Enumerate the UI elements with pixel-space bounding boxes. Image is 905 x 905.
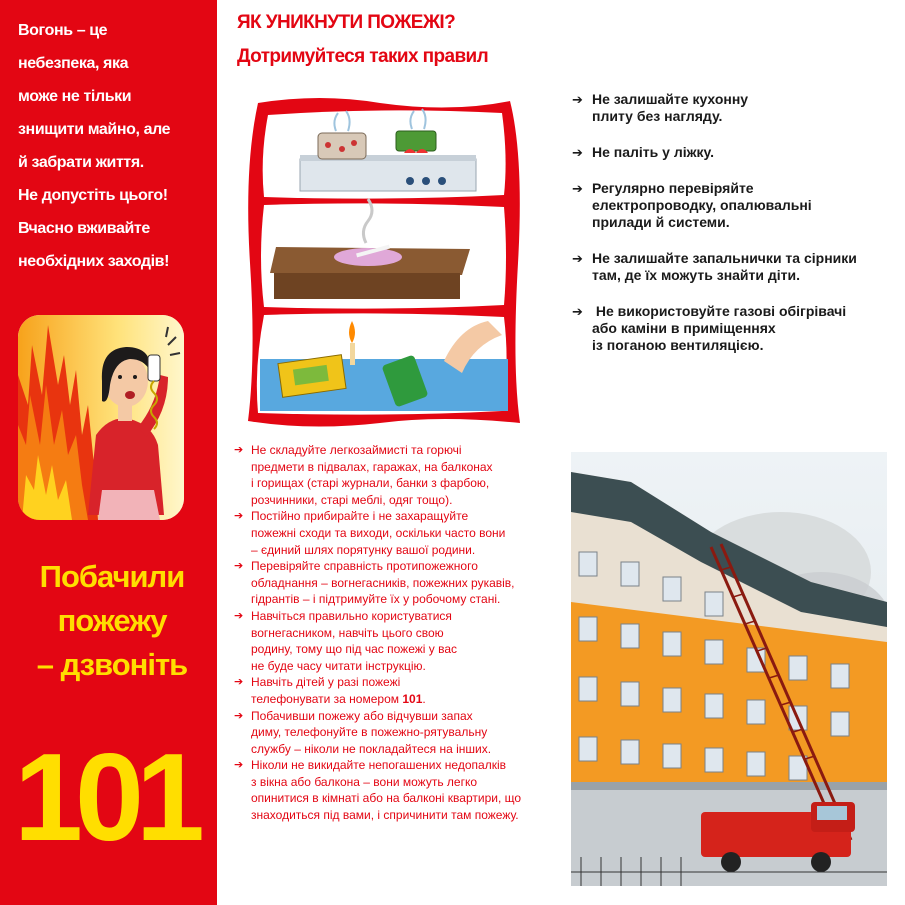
advice-item: ➔ Ніколи не викидайте непогашених недопалків з вікна або балкона – вони можуть легко опинитися в кімнаті або на балконі квартири, що знаходиться під вами, і спричинити там пожежу. <box>234 758 522 823</box>
arrow-icon: ➔ <box>234 709 244 722</box>
call-slogan <box>22 555 202 687</box>
page-title: ЯК УНИКНУТИ ПОЖЕЖІ? <box>237 12 456 33</box>
prevention-rules-list <box>572 91 892 373</box>
slogan-line: – дзвоніть <box>36 647 188 682</box>
intro-line: й забрати життя. <box>18 154 144 171</box>
advice-item: ➔ Навчіться правильно користуватися вогнегасником, навчіть цього свою родину, тому що під час пожежі у вас не буде часу читати інструкцію. <box>234 608 458 673</box>
hazards-icon <box>240 97 525 429</box>
intro-line: небезпека, яка <box>18 55 129 72</box>
arrow-icon: ➔ <box>234 560 244 573</box>
rule-item <box>572 144 892 161</box>
arrow-icon: ➔ <box>572 92 583 107</box>
fire-safety-advice-list <box>234 442 554 824</box>
arrow-icon: ➔ <box>572 145 583 160</box>
rule-text: Не паліть у ліжку. <box>592 144 715 160</box>
arrow-icon: ➔ <box>572 304 583 319</box>
advice-item: ➔ Навчіть дітей у разі пожежі телефонувати за номером 101. <box>234 675 426 706</box>
fire-truck-building-photo <box>571 452 887 886</box>
advice-item: ➔ Побачивши пожежу або відчувши запах диму, телефонуйте в пожежно-рятувальну службу – ніколи не покладайтеся на інших. <box>234 708 492 756</box>
arrow-icon: ➔ <box>234 759 244 772</box>
rule-item <box>572 91 892 125</box>
arrow-icon: ➔ <box>234 444 244 456</box>
slogan-line: пожежу <box>57 603 167 638</box>
rule-text: Не використовуйте газові обігрівачі або каміни в приміщеннях із поганою вентиляцією. <box>592 303 847 353</box>
intro-warning-text <box>18 14 208 278</box>
arrow-icon: ➔ <box>234 609 244 622</box>
advice-item: ➔ Постійно прибирайте і не захаращуйте пожежні сходи та виходи, оскільки часто вони – єдиний шлях порятунку вашої родини. <box>234 509 506 557</box>
emergency-number-inline: 101 <box>402 691 423 706</box>
advice-item: ➔ Перевіряйте справність протипожежного обладнання – вогнегасників, пожежних рукавів, гідрантів – і підтримуйте їх у робочому стані. <box>234 559 515 607</box>
rule-text: Регулярно перевіряйте електропроводку, опалювальні прилади й системи. <box>592 180 812 230</box>
intro-line: необхідних заходів! <box>18 253 170 270</box>
woman-phone-icon <box>18 315 184 520</box>
arrow-icon: ➔ <box>234 676 244 689</box>
woman-calling-illustration <box>18 315 184 520</box>
intro-line: Не допустіть цього! <box>18 187 168 204</box>
advice-item: ➔ Не складуйте легкозаймисті та горючі предмети в підвалах, гаражах, на балконах і горищах (старі журнали, банки з фарбою, розчинники, старі меблі, одяг тощо). <box>234 443 493 507</box>
left-red-panel <box>0 0 217 905</box>
fire-hazards-illustration <box>240 97 525 429</box>
intro-line: Вчасно вживайте <box>18 220 150 237</box>
rule-item <box>572 250 892 284</box>
slogan-line: Побачили <box>39 559 185 594</box>
rule-item <box>572 303 892 354</box>
arrow-icon: ➔ <box>572 181 583 196</box>
arrow-icon: ➔ <box>234 510 244 523</box>
page-subtitle: Дотримуйтеся таких правил <box>237 46 489 67</box>
rule-text: Не залишайте кухонну плиту без нагляду. <box>592 91 749 124</box>
emergency-number: 101 <box>14 729 197 867</box>
intro-line: знищити майно, але <box>18 121 171 138</box>
rule-item <box>572 180 892 231</box>
intro-line: може не тільки <box>18 88 132 105</box>
rule-text: Не залишайте запальнички та сірники там, де їх можуть знайти діти. <box>592 250 857 283</box>
arrow-icon: ➔ <box>572 251 583 266</box>
fire-truck-icon <box>571 452 887 886</box>
intro-line: Вогонь – це <box>18 22 108 39</box>
